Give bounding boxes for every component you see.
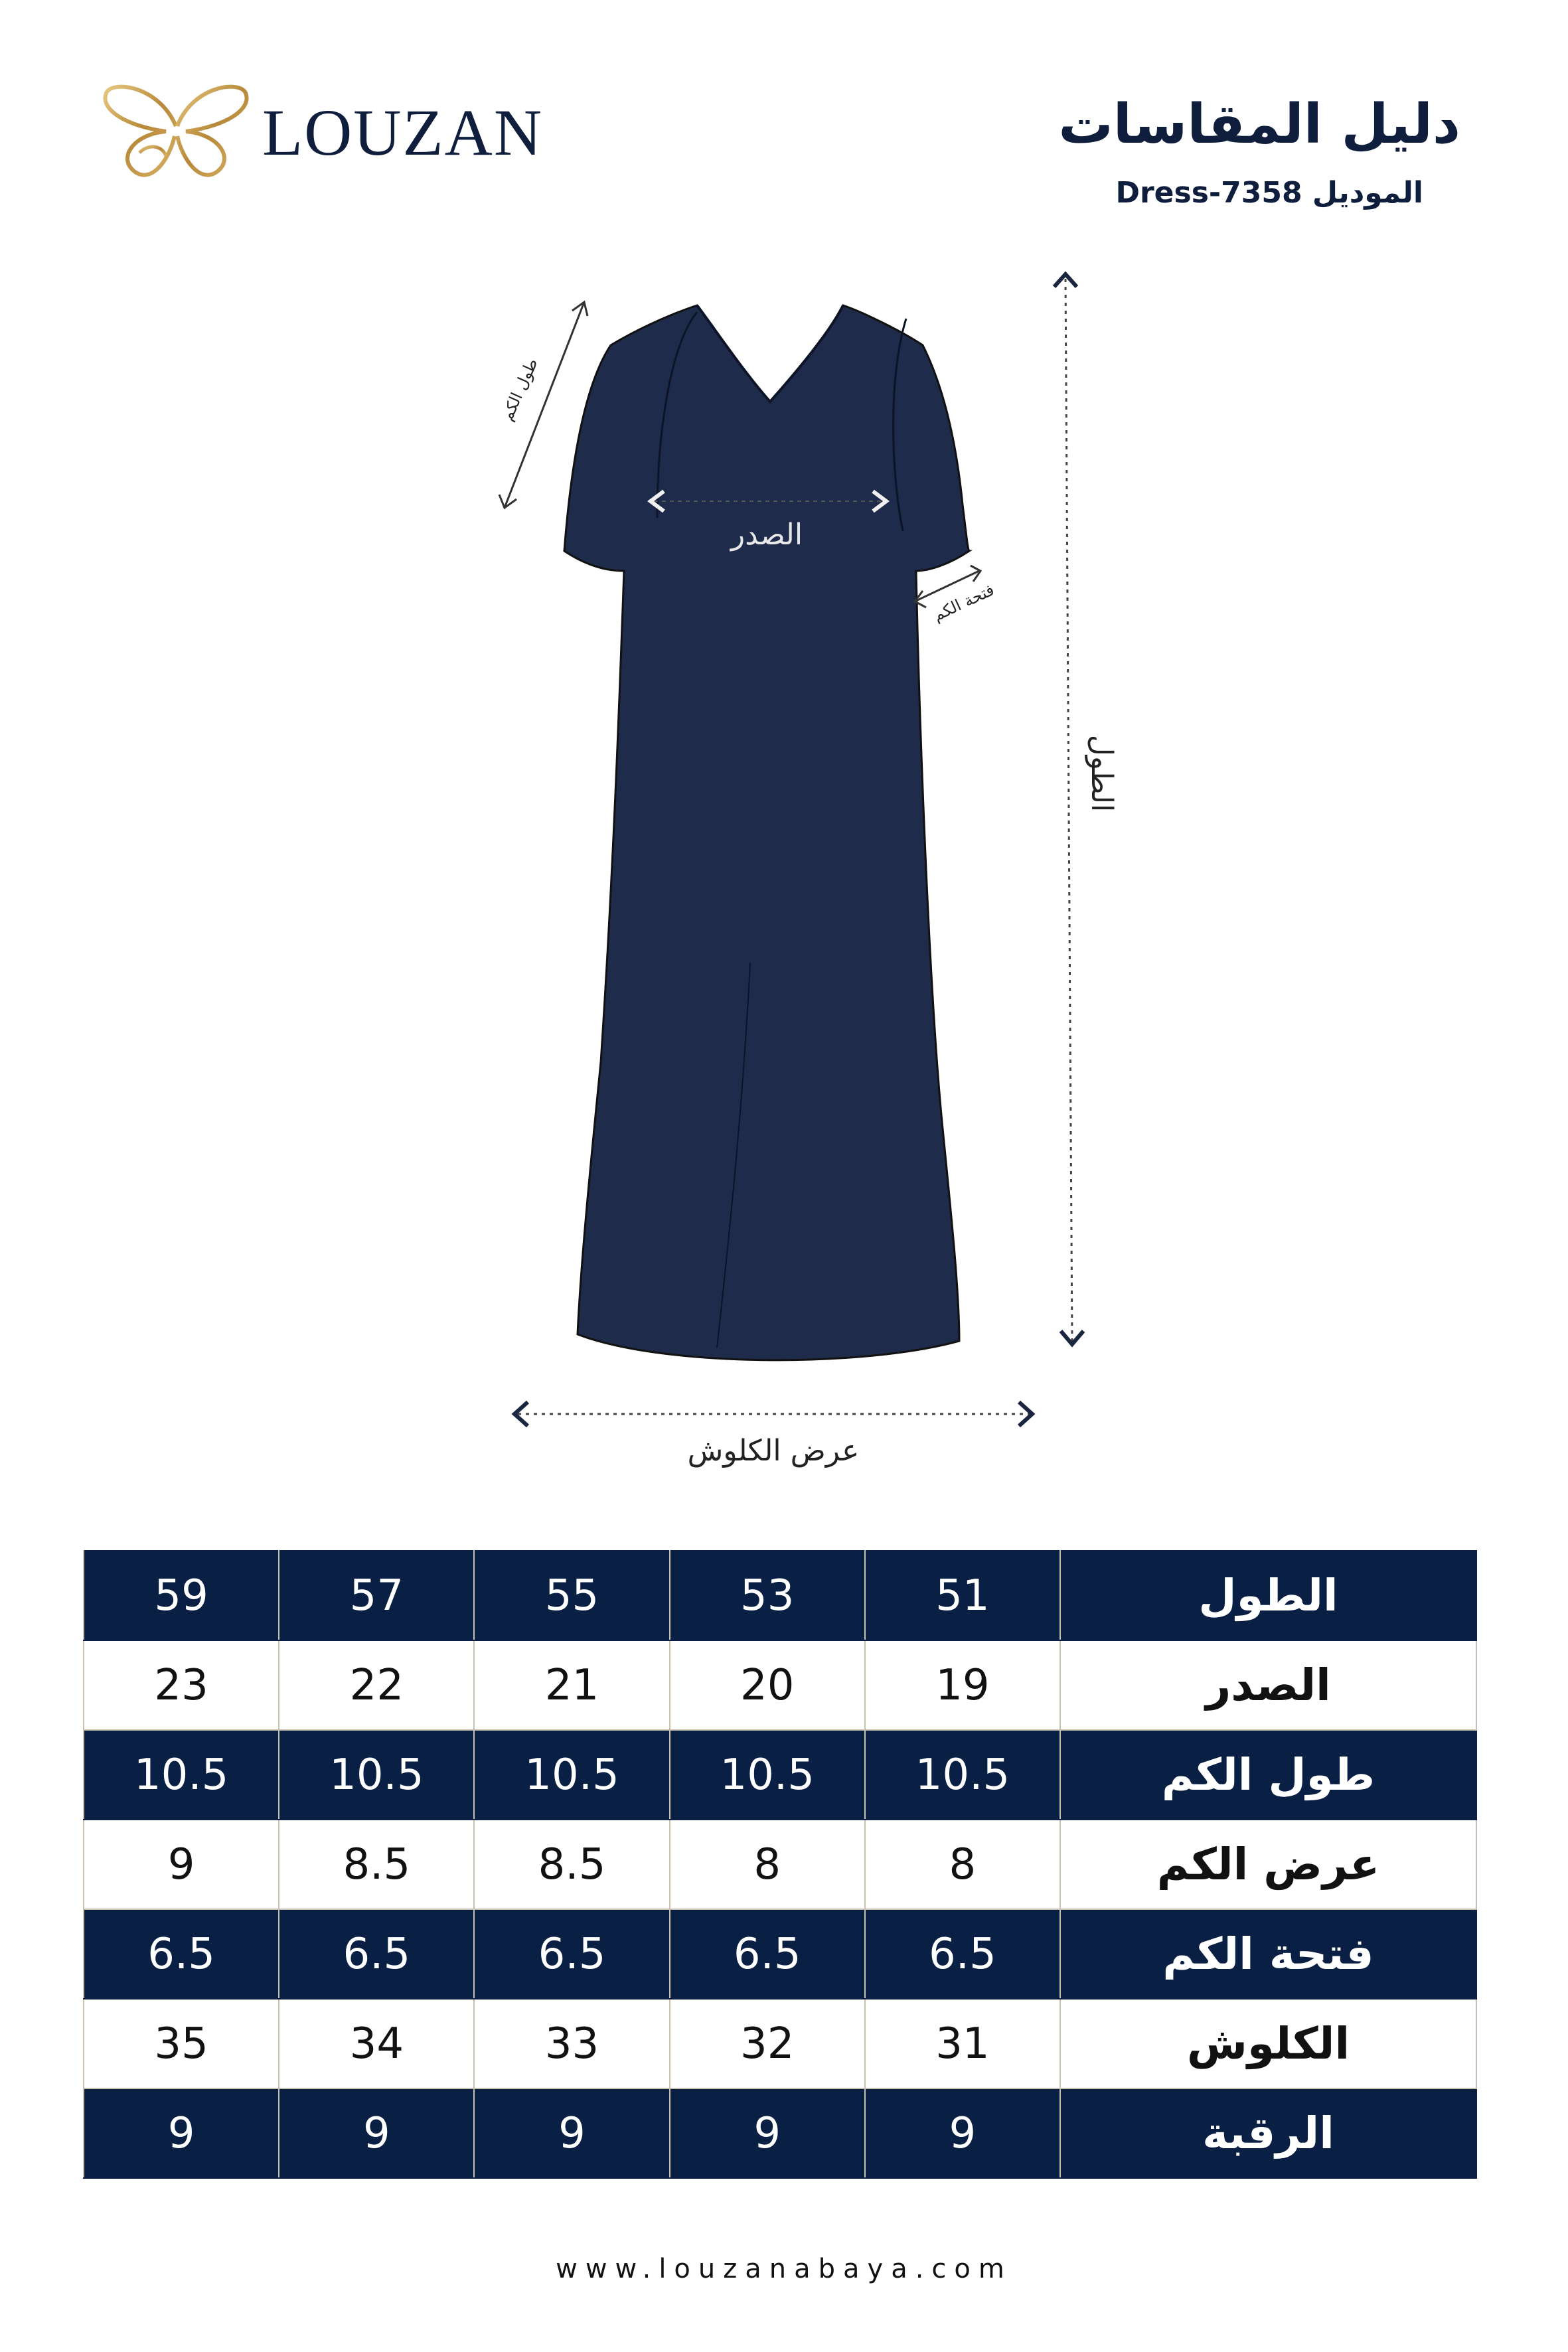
length-arrow bbox=[1065, 279, 1072, 1341]
table-cell: 9 bbox=[670, 2088, 865, 2178]
table-cell: 6.5 bbox=[670, 1909, 865, 1999]
row-label: الطول bbox=[1060, 1551, 1476, 1640]
table-cell: 6.5 bbox=[84, 1909, 279, 1999]
table-row bbox=[84, 1999, 1476, 2088]
row-label: الصدر bbox=[1060, 1640, 1476, 1730]
sleeve-length-label: طول الكم bbox=[497, 355, 542, 424]
table-cell: 35 bbox=[84, 1999, 279, 2088]
table-row bbox=[84, 1820, 1476, 1909]
table-cell: 20 bbox=[670, 1640, 865, 1730]
size-table bbox=[83, 1550, 1477, 2179]
flare-width-label: عرض الكلوش bbox=[687, 1434, 860, 1468]
table-cell: 9 bbox=[84, 2088, 279, 2178]
chest-label: الصدر bbox=[730, 518, 803, 552]
table-row bbox=[84, 1730, 1476, 1820]
table-cell: 33 bbox=[474, 1999, 669, 2088]
table-cell: 22 bbox=[279, 1640, 474, 1730]
table-cell: 8.5 bbox=[279, 1820, 474, 1909]
table-cell: 6.5 bbox=[279, 1909, 474, 1999]
website-url[interactable]: www.louzanabaya.com bbox=[556, 2254, 1012, 2284]
sleeve-opening-label: فتحة الكم bbox=[930, 580, 997, 625]
table-row bbox=[84, 1640, 1476, 1730]
table-cell: 9 bbox=[84, 1820, 279, 1909]
row-label: عرض الكم bbox=[1060, 1820, 1476, 1909]
table-cell: 10.5 bbox=[670, 1730, 865, 1820]
table-cell: 59 bbox=[84, 1551, 279, 1640]
table-cell: 10.5 bbox=[474, 1730, 669, 1820]
table-cell: 55 bbox=[474, 1551, 669, 1640]
table-cell: 9 bbox=[474, 2088, 669, 2178]
table-cell: 9 bbox=[865, 2088, 1060, 2178]
table-cell: 23 bbox=[84, 1640, 279, 1730]
table-cell: 9 bbox=[279, 2088, 474, 2178]
row-label: طول الكم bbox=[1060, 1730, 1476, 1820]
table-cell: 10.5 bbox=[84, 1730, 279, 1820]
page-title: دليل المقاسات bbox=[1058, 93, 1460, 156]
table-cell: 53 bbox=[670, 1551, 865, 1640]
table-cell: 19 bbox=[865, 1640, 1060, 1730]
length-label: الطول bbox=[1085, 734, 1119, 813]
table-cell: 57 bbox=[279, 1551, 474, 1640]
table-cell: 8.5 bbox=[474, 1820, 669, 1909]
model-number: الموديل Dress-7358 bbox=[1115, 176, 1423, 210]
brand-name: LOUZAN bbox=[262, 96, 544, 169]
dress-illustration bbox=[564, 305, 969, 1360]
table-cell: 6.5 bbox=[865, 1909, 1060, 1999]
table-cell: 34 bbox=[279, 1999, 474, 2088]
table-cell: 51 bbox=[865, 1551, 1060, 1640]
table-row bbox=[84, 2088, 1476, 2178]
table-row bbox=[84, 1551, 1476, 1640]
row-label: فتحة الكم bbox=[1060, 1909, 1476, 1999]
table-cell: 6.5 bbox=[474, 1909, 669, 1999]
table-cell: 8 bbox=[865, 1820, 1060, 1909]
table-cell: 8 bbox=[670, 1820, 865, 1909]
table-row bbox=[84, 1909, 1476, 1999]
row-label: الرقبة bbox=[1060, 2088, 1476, 2178]
table-cell: 32 bbox=[670, 1999, 865, 2088]
table-cell: 10.5 bbox=[279, 1730, 474, 1820]
table-cell: 21 bbox=[474, 1640, 669, 1730]
table-cell: 10.5 bbox=[865, 1730, 1060, 1820]
row-label: الكلوش bbox=[1060, 1999, 1476, 2088]
table-cell: 31 bbox=[865, 1999, 1060, 2088]
